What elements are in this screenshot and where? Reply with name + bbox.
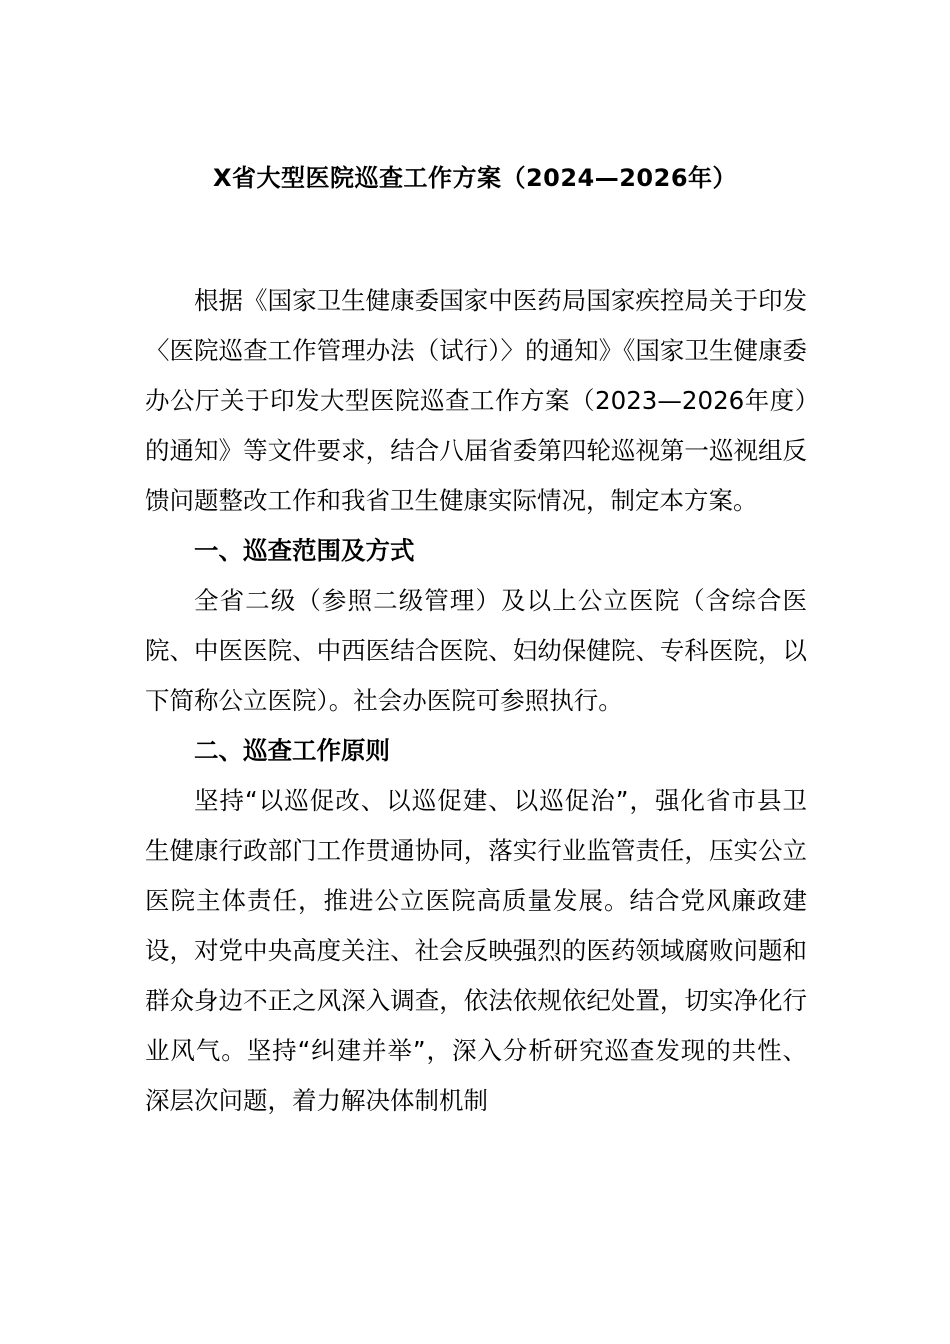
principles-paragraph: 坚持“以巡促改、以巡促建、以巡促治”，强化省市县卫生健康行政部门工作贯通协同，落实行业监管责任，压实公立医院主体责任，推进公立医院高质量发展。结合党风廉政建设，对党中央高度关注、社会反映强烈的医药领域腐败问题和群众身边不正之风深入调查，依法依规依纪处置，切实净化行业风气。坚持“纠建并举”，深入分析研究巡查发现的共性、深层次问题，着力解决体制机制 — [145, 786, 807, 1115]
section-heading-principles: 二、巡查工作原则 — [194, 736, 390, 765]
section-heading-scope: 一、巡查范围及方式 — [194, 536, 415, 565]
document-title: X省大型医院巡查工作方案（2024—2026年） — [212, 164, 738, 192]
intro-paragraph: 根据《国家卫生健康委国家中医药局国家疾控局关于印发〈医院巡查工作管理办法（试行）〉的通知》《国家卫生健康委办公厅关于印发大型医院巡查工作方案（2023—2026年度）的通知》等文件要求，结合八届省委第四轮巡视第一巡视组反馈问题整改工作和我省卫生健康实际情况，制定本方案。 — [145, 286, 807, 515]
scope-paragraph: 全省二级（参照二级管理）及以上公立医院（含综合医院、中医医院、中西医结合医院、妇幼保健院、专科医院，以下简称公立医院）。社会办医院可参照执行。 — [145, 586, 807, 715]
document-body — [145, 276, 807, 1126]
